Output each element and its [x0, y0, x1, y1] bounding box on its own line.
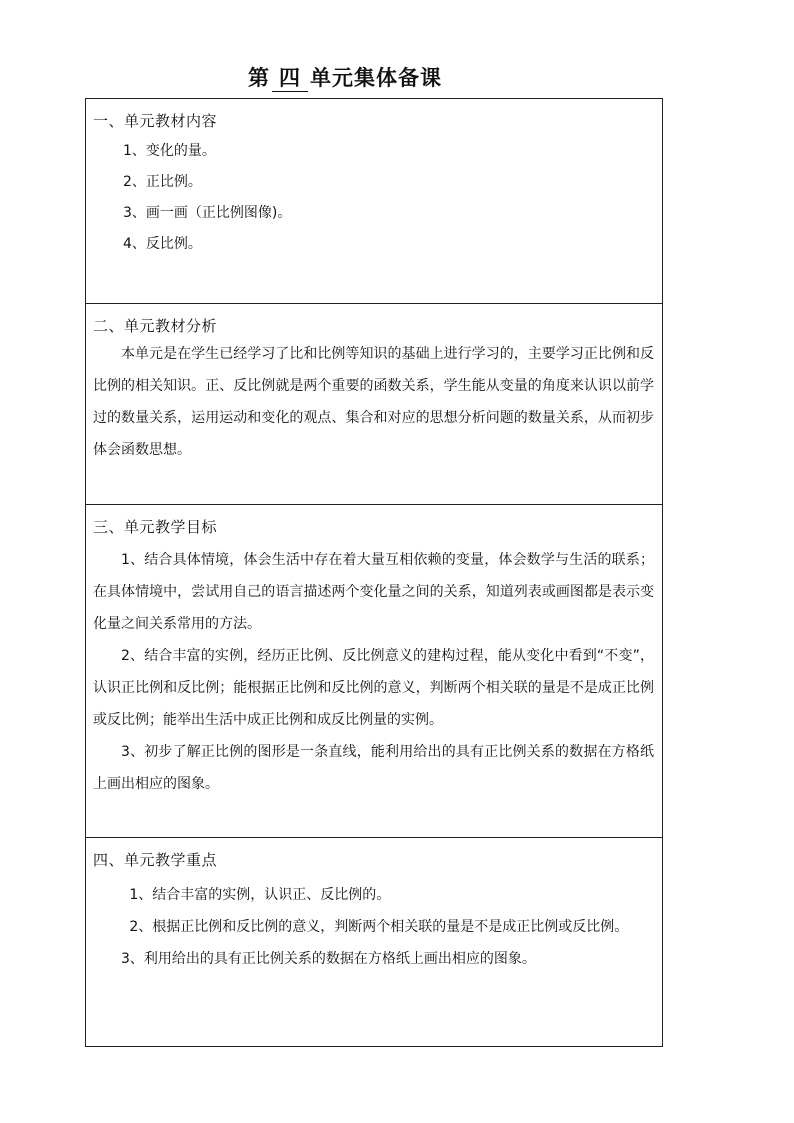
goal-paragraph: 1、结合具体情境，体会生活中存在着大量互相依赖的变量，体会数学与生活的联系；在具体情境中，尝试用自己的语言描述两个变化量之间的关系，知道列表或画图都是表示变化量之间关系常用的方法。 — [93, 552, 654, 632]
goal-paragraph: 2、结合丰富的实例，经历正比例、反比例意义的建构过程，能从变化中看到“不变”，认识正比例和反比例；能根据正比例和反比例的意义，判断两个相关联的量是不是成正比例或反比例；能举出生活中成正比例和成反比例量的实例。 — [93, 648, 654, 728]
section-unit-analysis — [86, 303, 662, 504]
section-heading: 一、单元教材内容 — [93, 112, 218, 130]
focus-paragraph: 2、根据正比例和反比例的意义，判断两个相关联的量是不是成正比例或反比例。 — [129, 919, 629, 935]
section-unit-content — [86, 99, 662, 303]
section-heading: 三、单元教学目标 — [93, 518, 218, 536]
title-suffix: 单元集体备课 — [310, 66, 442, 90]
lesson-plan-table — [85, 98, 663, 1047]
analysis-paragraph: 本单元是在学生已经学习了比和比例等知识的基础上进行学习的，主要学习正比例和反比例的相关知识。正、反比例就是两个重要的函数关系，学生能从变量的角度来认识以前学过的数量关系，运用运动和变化的观点、集合和对应的思想分析问题的数量关系，从而初步体会函数思想。 — [93, 346, 654, 458]
page-title — [248, 62, 442, 92]
section-heading: 四、单元教学重点 — [93, 851, 218, 869]
focus-paragraph: 1、结合丰富的实例，认识正、反比例的。 — [129, 887, 391, 903]
content-item: 3、画一画（正比例图像)。 — [123, 205, 292, 221]
section-teaching-focus — [86, 837, 662, 1046]
goal-paragraph: 3、初步了解正比例的图形是一条直线，能利用给出的具有正比例关系的数据在方格纸上画出相应的图象。 — [93, 744, 654, 792]
content-item: 1、变化的量。 — [123, 143, 216, 159]
title-prefix: 第 — [248, 66, 270, 90]
section-teaching-goals — [86, 504, 662, 837]
section-heading: 二、单元教材分析 — [93, 317, 218, 335]
content-item: 2、正比例。 — [123, 174, 202, 190]
title-unit-number: 四 — [272, 65, 308, 92]
content-item: 4、反比例。 — [123, 236, 202, 252]
focus-paragraph: 3、利用给出的具有正比例关系的数据在方格纸上画出相应的图象。 — [121, 951, 536, 967]
